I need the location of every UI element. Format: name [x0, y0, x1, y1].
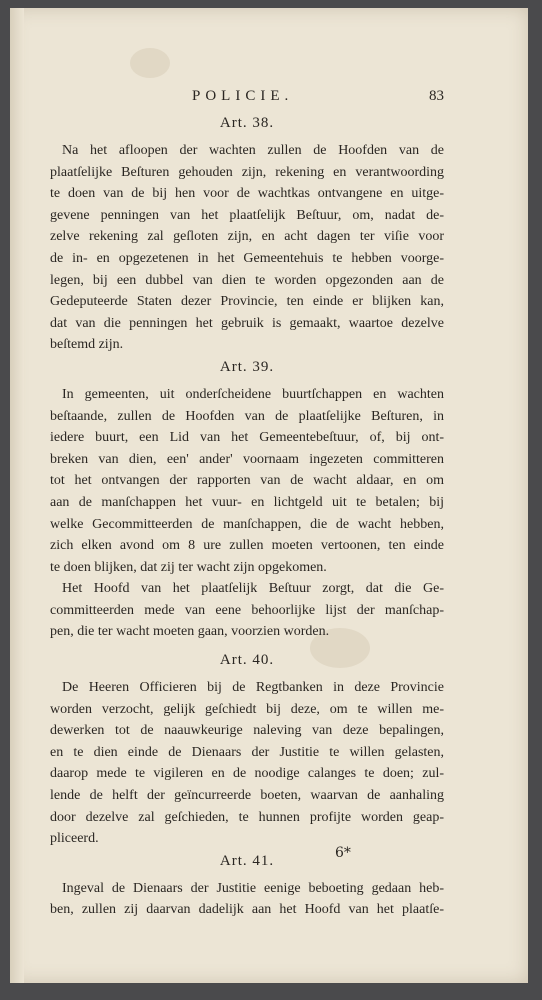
text-line: zelve rekening zal geſloten zijn, en acht dagen ter viſie voor [50, 229, 444, 245]
page-header [50, 86, 444, 112]
page-text [50, 86, 444, 921]
text-line: en te dien einde de Dienaars der Justitie te willen gelasten, [50, 744, 444, 760]
text-line: de in- en opgezetenen in het Gemeentehuis te hebben voorge- [50, 250, 444, 266]
article-heading: Art. 40. [219, 652, 275, 669]
text-line: pliceerd. [50, 831, 99, 847]
text-line: beſtemd zijn. [50, 337, 124, 353]
text-line: In gemeenten, uit onderſcheidene buurtſchappen en wachten [62, 386, 444, 402]
catchword: 6* [335, 845, 351, 861]
text-line: Na het afloopen der wachten zullen de Hoofden van de [62, 143, 444, 158]
text-line: Ingeval de Dienaars der Justitie eenige beboeting gedaan heb- [62, 880, 444, 896]
text-line: door dezelve zal geſchieden, te hunnen profijte worden geap- [50, 809, 444, 825]
text-line: tot het ontvangen der rapporten van de wacht aldaar, en om [50, 473, 444, 489]
text-line: daarop mede te vigileren en de noodige calanges te doen; zul- [50, 766, 444, 782]
text-line: ben, zullen zij daarvan dadelijk aan het Hoofd van het plaatſe- [50, 902, 444, 918]
text-line: lende de helft der geïncurreerde boeten, waarvan de aanhaling [50, 788, 444, 804]
text-line: breken van dien, een' ander' voornaam ingezeten committeren [50, 451, 444, 467]
running-head: POLICIE. [192, 88, 294, 104]
text-line: zich elken avond om 8 ure zullen moeten vertoonen, ten einde [50, 538, 444, 554]
text-line: dat van die penningen het gebruik is gemaakt, waartoe dezelve [50, 315, 444, 331]
text-line: welke Gecommitteerden de manſchappen, die de wacht hebben, [50, 516, 444, 532]
text-line: committeerden mede van eene behoorlijke lijst der manſchap- [50, 602, 444, 618]
text-line: dewerken tot de naauwkeurige naleving van deze bepalingen, [50, 723, 444, 739]
text-line: te doen blijken, dat zij ter wacht zijn opgekomen. [50, 559, 327, 575]
book-page [10, 8, 528, 983]
text-line: worden verzocht, gelijk geſchiedt bij deze, om te willen me- [50, 701, 444, 717]
text-line: gevene penningen van het plaatſelijk Beſtuur, om, nadat de- [50, 207, 444, 223]
page-number: 83 [429, 88, 444, 104]
article-heading: Art. 38. [219, 115, 275, 131]
text-line: De Heeren Officieren bij de Regtbanken in deze Provincie [62, 680, 444, 696]
text-line: pen, die ter wacht moeten gaan, voorzien worden. [50, 624, 330, 640]
text-line: aan de manſchappen het vuur- en lichtgeld uit te betalen; bij [50, 494, 444, 510]
text-line: Het Hoofd van het plaatſelijk Beſtuur zorgt, dat die Ge- [62, 581, 444, 597]
text-line: beſtaande, zullen de Hoofden van de plaatſelijke Beſturen, in [50, 408, 444, 424]
paper-stain [130, 48, 170, 78]
text-line: te doen van de bij hen voor de wachtkas ontvangene en uitge- [50, 186, 444, 202]
text-line: iedere buurt, een Lid van het Gemeentebeſtuur, of, bij ont- [50, 430, 444, 446]
text-line: legen, bij een dubbel van dien te worden opgezonden aan de [50, 272, 444, 288]
article-heading: Art. 41. [219, 852, 275, 869]
page-binding-shadow [10, 8, 24, 983]
text-line: Gedeputeerde Staten dezer Provincie, ten einde er blijken kan, [50, 294, 444, 310]
text-line: plaatſelijke Beſturen gehouden zijn, rekening en verantwoording [50, 164, 444, 180]
article-heading: Art. 39. [219, 358, 275, 375]
